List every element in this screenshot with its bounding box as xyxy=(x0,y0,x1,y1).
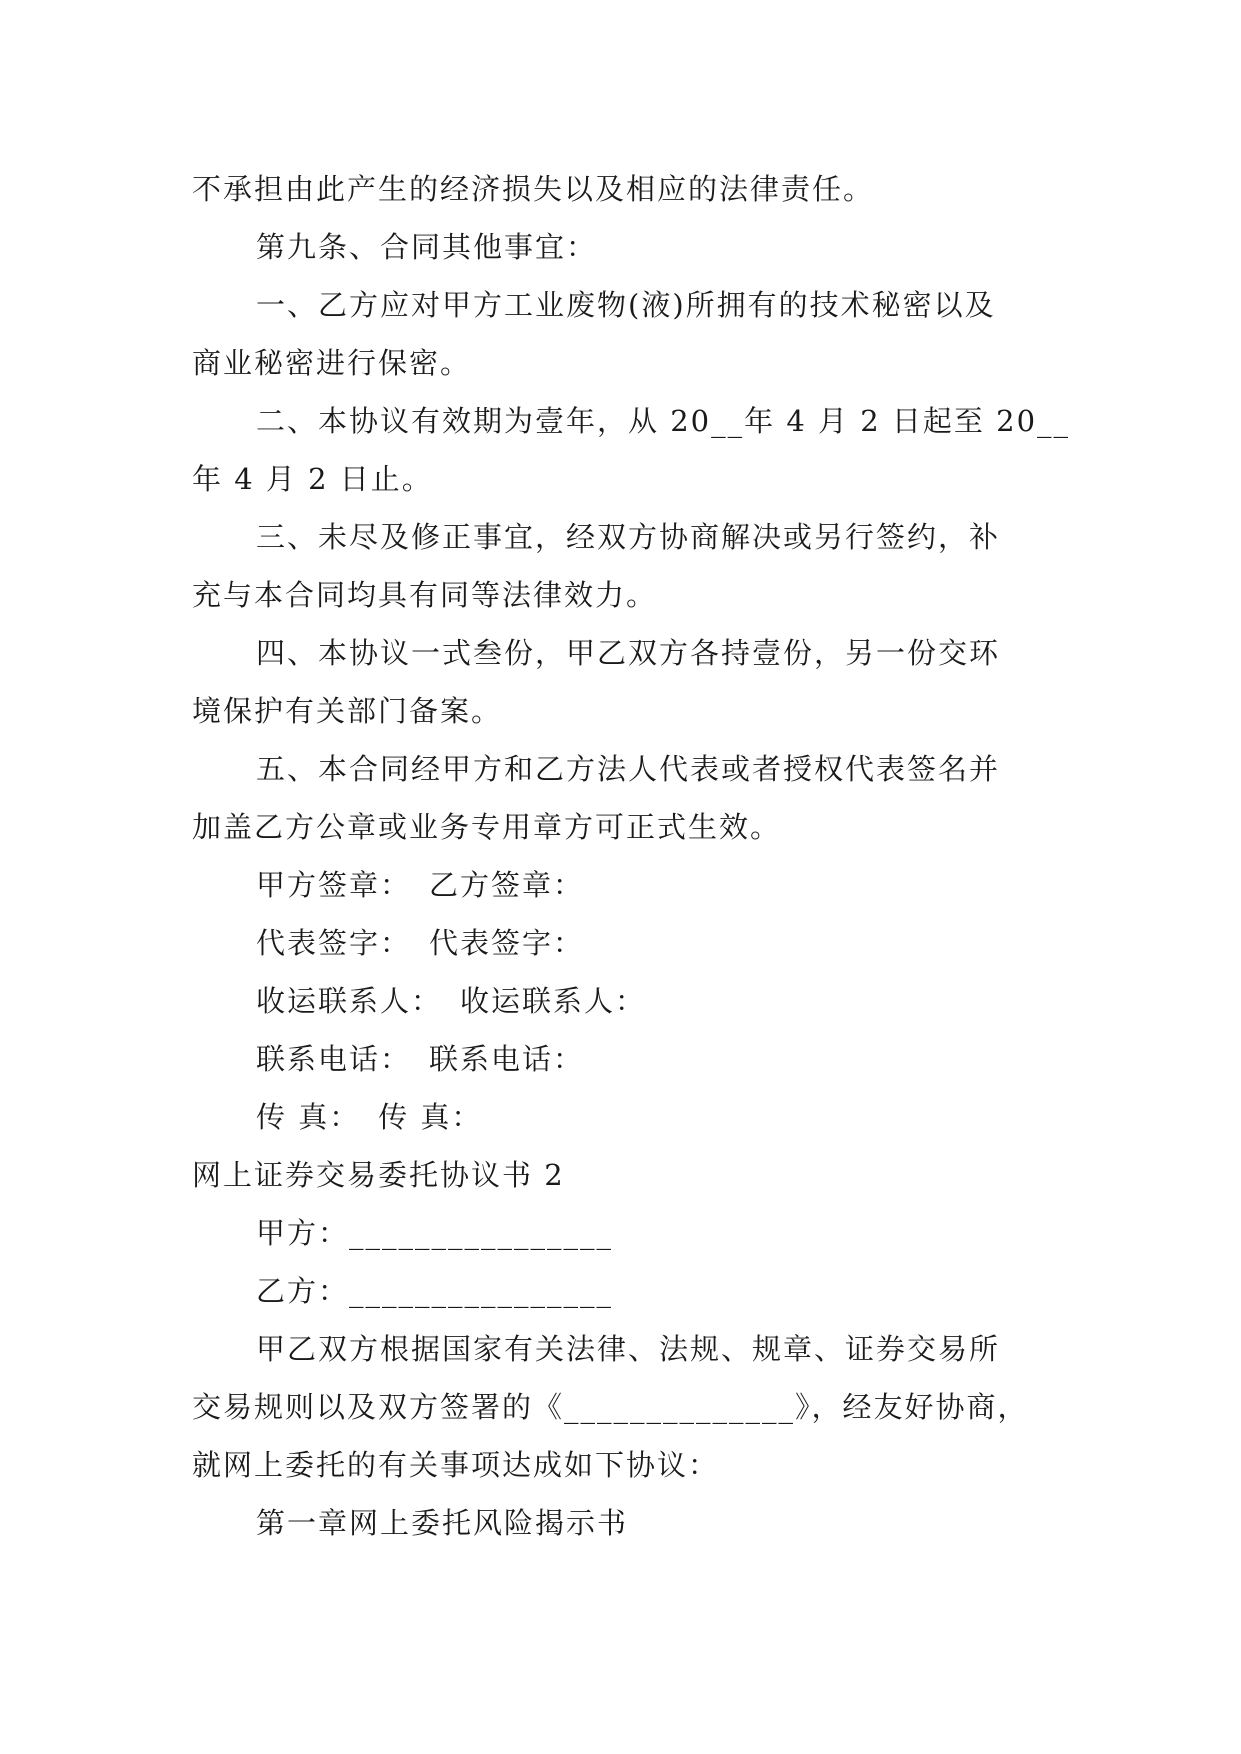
signature-label-right: 乙方签章： xyxy=(429,868,585,902)
paragraph-line: 二、本协议有效期为壹年，从 20__年 4 月 2 日起至 20__ xyxy=(256,404,1071,438)
signature-row xyxy=(192,856,1052,914)
paragraph-line: 四、本协议一式叁份，甲乙双方各持壹份，另一份交环 xyxy=(256,636,1001,670)
paragraph-line: 商业秘密进行保密。 xyxy=(192,346,472,380)
party-a-field: 甲方：________________ xyxy=(256,1216,614,1250)
signature-row xyxy=(192,1030,1052,1088)
section-title: 网上证券交易委托协议书 2 xyxy=(192,1158,565,1192)
paragraph-line: 境保护有关部门备案。 xyxy=(192,694,503,728)
signature-label-left: 代表签字： xyxy=(256,926,412,960)
party-b-field: 乙方：________________ xyxy=(256,1274,614,1308)
paragraph-line: 年 4 月 2 日止。 xyxy=(192,462,433,496)
signature-label-right: 收运联系人： xyxy=(460,984,647,1018)
paragraph-line: 加盖乙方公章或业务专用章方可正式生效。 xyxy=(192,810,782,844)
signature-row xyxy=(192,914,1052,972)
signature-label-right: 传 真： xyxy=(378,1100,483,1134)
paragraph-line: 充与本合同均具有同等法律效力。 xyxy=(192,578,658,612)
chapter-heading: 第一章网上委托风险揭示书 xyxy=(256,1506,629,1540)
paragraph-line: 三、未尽及修正事宜，经双方协商解决或另行签约，补 xyxy=(256,520,1001,554)
paragraph-line: 甲乙双方根据国家有关法律、法规、规章、证券交易所 xyxy=(256,1332,1001,1366)
paragraph-line: 就网上委托的有关事项达成如下协议： xyxy=(192,1448,720,1482)
article-heading: 第九条、合同其他事宜： xyxy=(256,230,598,264)
signature-label-left: 传 真： xyxy=(256,1100,361,1134)
document-body xyxy=(192,160,1071,1552)
signature-row xyxy=(192,1088,1052,1146)
signature-label-left: 收运联系人： xyxy=(256,984,443,1018)
paragraph-line: 一、乙方应对甲方工业废物(液)所拥有的技术秘密以及 xyxy=(256,288,996,322)
signature-label-left: 甲方签章： xyxy=(256,868,412,902)
paragraph-line: 五、本合同经甲方和乙方法人代表或者授权代表签名并 xyxy=(256,752,1001,786)
signature-label-left: 联系电话： xyxy=(256,1042,412,1076)
paragraph-line: 交易规则以及双方签署的《______________》，经友好协商， xyxy=(192,1390,1029,1424)
signature-label-right: 联系电话： xyxy=(429,1042,585,1076)
signature-label-right: 代表签字： xyxy=(429,926,585,960)
signature-row xyxy=(192,972,1052,1030)
paragraph-line: 不承担由此产生的经济损失以及相应的法律责任。 xyxy=(192,172,875,206)
